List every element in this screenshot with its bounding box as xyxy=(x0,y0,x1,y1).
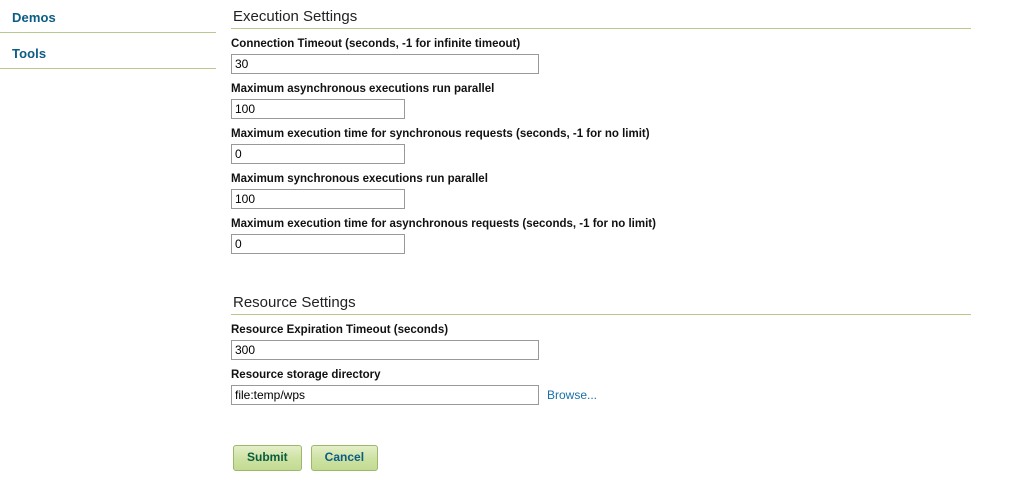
field-resource-storage-directory xyxy=(231,368,971,405)
field-label: Maximum asynchronous executions run parallel xyxy=(231,83,495,95)
max-sync-parallel-input[interactable] xyxy=(231,189,405,209)
field-connection-timeout xyxy=(231,37,971,74)
main-content xyxy=(231,0,971,471)
sidebar-item-tools[interactable] xyxy=(0,42,216,69)
execution-settings-section xyxy=(231,0,971,254)
max-async-exec-time-input[interactable] xyxy=(231,234,405,254)
field-resource-expiration-timeout xyxy=(231,323,971,360)
form-actions xyxy=(231,445,971,471)
execution-settings-title: Execution Settings xyxy=(231,0,971,29)
max-async-parallel-input[interactable] xyxy=(231,99,405,119)
field-label: Resource Expiration Timeout (seconds) xyxy=(231,324,449,336)
field-max-async-exec-time xyxy=(231,217,971,254)
cancel-button[interactable]: Cancel xyxy=(311,445,378,471)
field-label: Connection Timeout (seconds, -1 for infinite timeout) xyxy=(231,38,521,50)
sidebar xyxy=(0,0,216,78)
field-label: Maximum synchronous executions run parallel xyxy=(231,173,488,185)
field-label: Maximum execution time for asynchronous requests (seconds, -1 for no limit) xyxy=(231,218,656,230)
max-sync-exec-time-input[interactable] xyxy=(231,144,405,164)
browse-link[interactable]: Browse... xyxy=(547,388,598,402)
resource-settings-section xyxy=(231,286,971,405)
field-label: Resource storage directory xyxy=(231,369,381,381)
sidebar-item-label[interactable]: Tools xyxy=(12,46,47,61)
submit-button[interactable]: Submit xyxy=(233,445,302,471)
field-max-sync-exec-time xyxy=(231,127,971,164)
resource-expiration-timeout-input[interactable] xyxy=(231,340,539,360)
field-label: Maximum execution time for synchronous requests (seconds, -1 for no limit) xyxy=(231,128,650,140)
connection-timeout-input[interactable] xyxy=(231,54,539,74)
sidebar-item-demos[interactable] xyxy=(0,6,216,33)
resource-storage-directory-input[interactable] xyxy=(231,385,539,405)
sidebar-item-label[interactable]: Demos xyxy=(12,10,56,25)
resource-storage-row xyxy=(231,385,971,405)
section-spacer xyxy=(231,262,971,286)
resource-settings-title: Resource Settings xyxy=(231,286,971,315)
field-max-sync-parallel xyxy=(231,172,971,209)
field-max-async-parallel xyxy=(231,82,971,119)
